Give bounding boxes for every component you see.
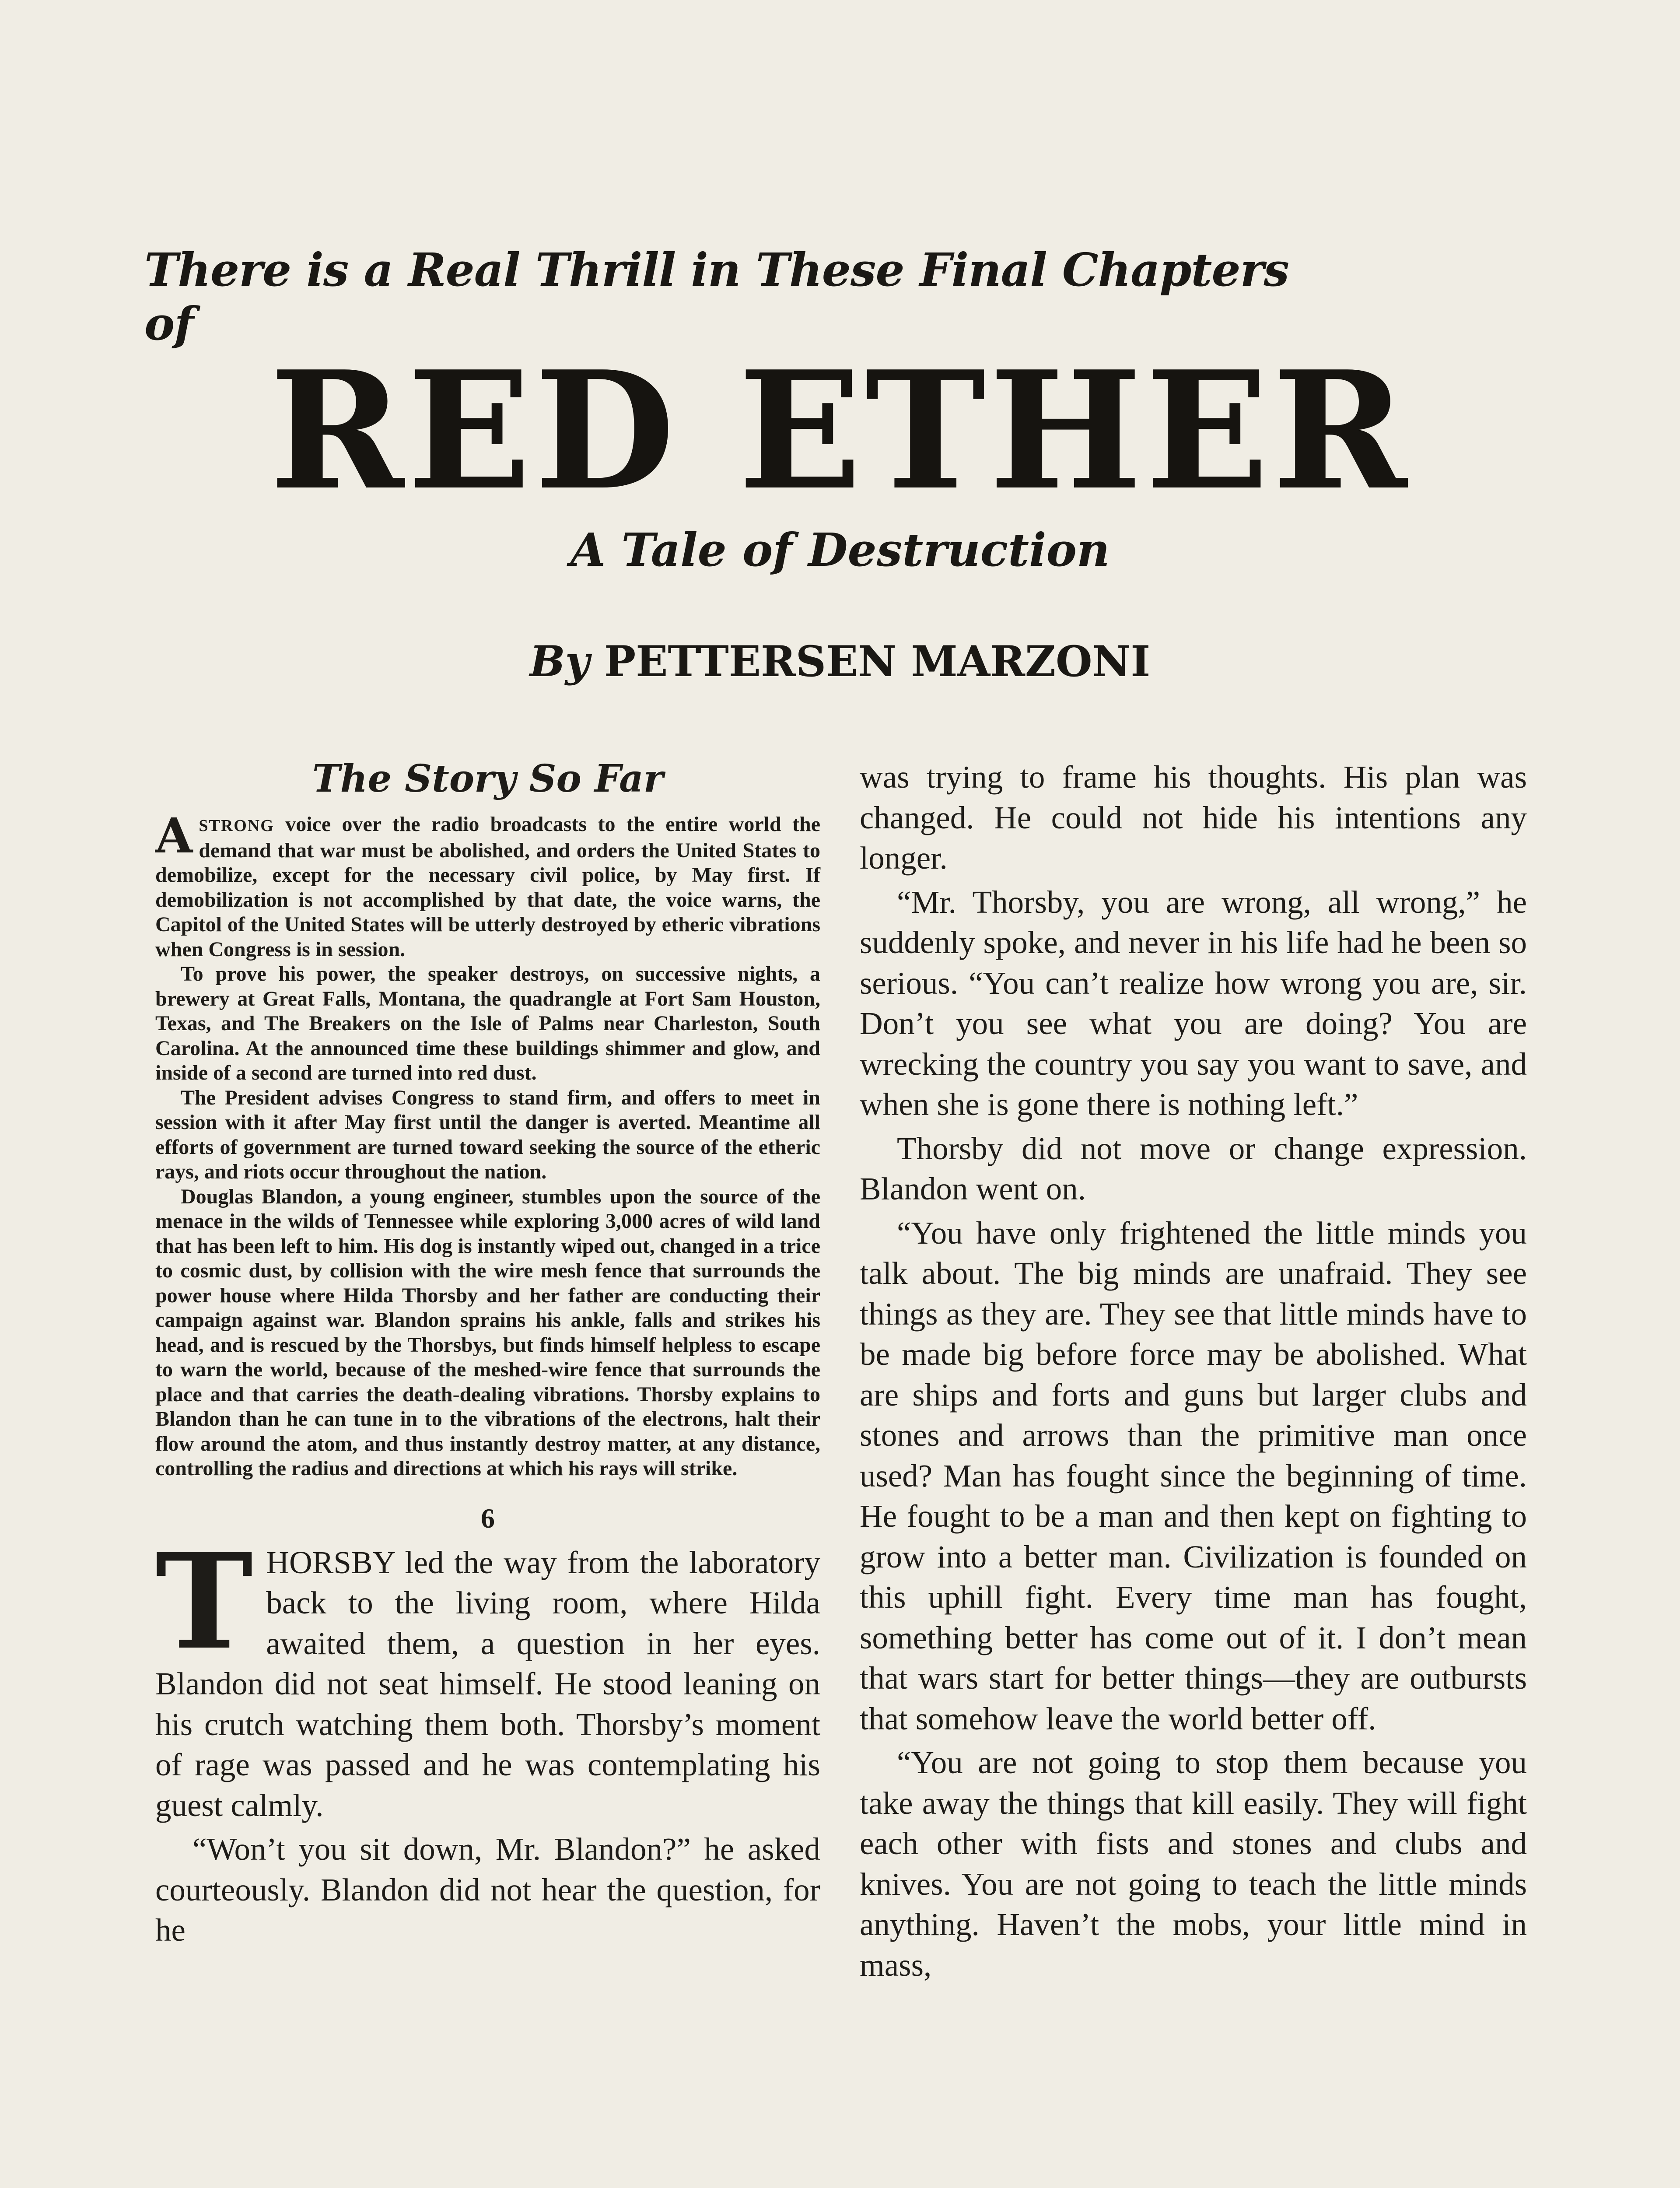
chapter-number: 6 [481, 1502, 495, 1534]
synopsis-drop-cap: A [155, 807, 193, 864]
story-p4: “Mr. Thorsby, you are wrong, all wrong,” he suddenly spoke, and never in his life had he been so serious. “You can’t realize how wrong you are, sir. Don’t you see what you are doing? You are wrecking the country you say you want to save, and when she is gone there is nothing left.” [860, 884, 1527, 1122]
synopsis-heading: The Story So Far [312, 757, 664, 801]
story-p3: was trying to frame his thoughts. His plan was changed. He could not hide his intentions any longer. [860, 759, 1527, 876]
synopsis-p4: Douglas Blandon, a young engineer, stumbles upon the source of the menace in the wilds of Tennessee while exploring 3,000 acres of wild land that has been left to him. His dog is instantly wiped out, changed in a trice to cosmic dust, by collision with the wire mesh fence that surrounds the power house where Hilda Thorsby and her father are conducting their campaign against war. Blandon sprains his ankle, falls and strikes his head, and is rescued by the Thorsbys, but finds himself helpless to escape to warn the world, because of the meshed-wire fence that surrounds the place and that carries the death-dealing vibrations. Thorsby explains to Blandon than he can tune in to the vibrations of the electrons, halt their flow around the atom, and thus instantly destroy matter, at any distance, controlling the radius and directions at which his rays will strike. [155, 1185, 820, 1480]
story-p7: “You are not going to stop them because you take away the things that kill easily. They will fight each other with fists and stones and clubs and knives. You are not going to teach the little minds anything. Haven’t the mobs, your little mind in mass, [860, 1745, 1527, 1983]
byline-prefix: By [529, 637, 590, 686]
story-p6: “You have only frightened the little minds you talk about. The big minds are unafraid. They see things as they are. They see that little minds have to be made big before force may be abolished. What are ships and forts and guns but larger clubs and stones and arrows than the primitive man once used? Man has fought since the beginning of time. He fought to be a man and then kept on fighting to grow into a better man. Civilization is founded on this uphill fight. Every time man has fought, something better has come out of it. I don’t mean that wars start for better things—they are outbursts that somehow leave the world better off. [860, 1215, 1527, 1736]
story-p1-text: HORSBY led the way from the laboratory back to the living room, where Hilda awaited them, a question in her eyes. Blandon did not seat himself. He stood leaning on his crutch watching them both. Thorsby’s moment of rage was passed and he was contemplating his guest calmly. [155, 1544, 820, 1823]
story-subtitle: A Tale of Destruction [570, 523, 1110, 577]
synopsis-p2: To prove his power, the speaker destroys, on successive nights, a brewery at Great Falls, Montana, the quadrangle at Fort Sam Houston, Texas, and The Breakers on the Isle of Palms near Charleston, South Carolina. At the announced time these buildings shimmer and glow, and inside of a second are turned into red dust. [155, 962, 820, 1084]
synopsis-p1: voice over the radio broadcasts to the entire world the demand that war must be abolished, and orders the United States to demobilize, except for the necessary civil police, by May first. If demobilization is not accomplished by that date, the voice warns, the Capitol of the United States will be utterly destroyed by etheric vibrations when Congress is in session. [155, 813, 820, 961]
story-p5: Thorsby did not move or change expression. Blandon went on. [860, 1130, 1527, 1206]
synopsis-p3: The President advises Congress to stand firm, and offers to meet in session with it after May first until the danger is averted. Meantime all efforts of government are turned toward seeking the source of the etheric rays, and riots occur throughout the nation. [155, 1086, 820, 1183]
synopsis [155, 807, 820, 1481]
right-column [860, 757, 1527, 1985]
left-column [155, 757, 820, 1951]
story-title: RED ETHER [270, 336, 1410, 526]
story-p1 [155, 1524, 820, 1826]
story-drop-cap: T [155, 1524, 253, 1679]
byline [0, 637, 1680, 686]
story-body-right [860, 757, 1527, 1985]
tagline: There is a Real Thrill in These Final Chapters of [144, 243, 1289, 351]
story-p2: “Won’t you sit down, Mr. Blandon?” he asked courteously. Blandon did not hear the question, for he [155, 1831, 820, 1948]
story-body-left [155, 1524, 820, 1951]
synopsis-lead-smallcaps: STRONG [199, 817, 274, 835]
synopsis-paragraph [155, 807, 820, 962]
author-name: PETTERSEN MARZONI [604, 637, 1151, 686]
